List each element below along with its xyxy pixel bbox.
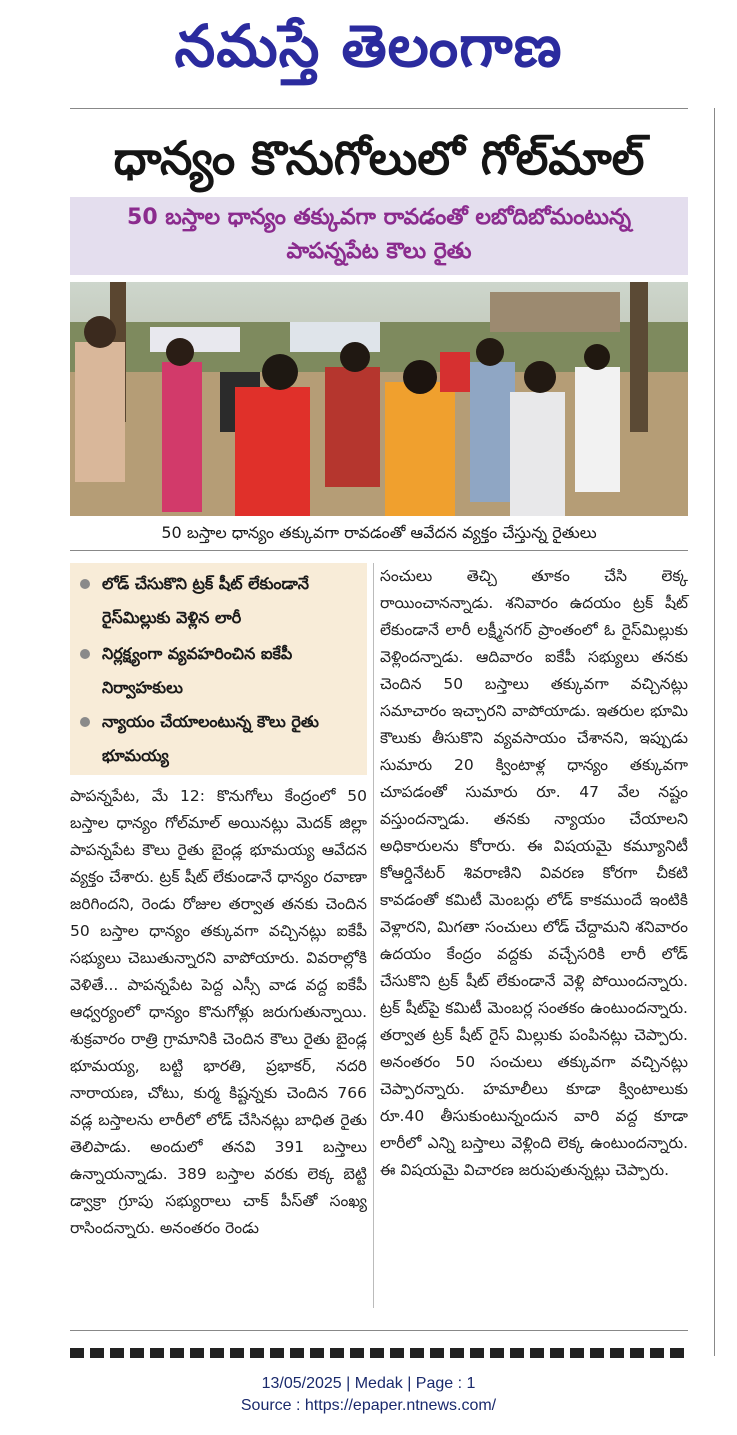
top-rule [70,108,688,109]
article-body-right-column: సంచులు తెచ్చి తూకం చేసి లెక్క రాయించానన్నాడు. శనివారం ఉదయం ట్రక్ షీట్ లేకుండానే లారీ లక్ష్మీనగర్ ప్రాంతంలో ఓ రైస్‌మిల్లుకు వెళ్లిందన్నాడు. ఆదివారం ఐకేపీ సభ్యులు తనకు చెందిన 50 బస్తాలు తక్కువగా వచ్చినట్లు సమాచారం ఇచ్చారని వాపోయాడు. ఇతరుల భూమి కౌలుకు తీసుకొని వ్యవసాయం చేశానని, ఇప్పుడు సుమారు 20 క్వింటాళ్ల ధాన్యం తక్కువగా చూపడంతో సుమారు రూ. 47 వేల నష్టం వస్తుందన్నాడు. తనకు న్యాయం చేయాలని అధికారులను కోరారు. ఈ విషయమై కమ్యూనిటీ కోఆర్డినేటర్ శివరాణిని వివరణ కోరగా చీకటి కావడంతో కమిటీ మెంబర్లు లోడ్ కాకముందే ఇంటికి వెళ్లారని, మిగతా సంచులు లోడ్ చేద్దామని శనివారం ఉదయం కేంద్రం వద్దకు వచ్చేసరికి లారీ లోడ్ చేసుకొని ట్రక్ షీట్ లేకుండానే వెళ్లి పోయిందన్నారు. ట్రక్ షీట్‌పై కమిటీ మెంబర్ల సంతకం ఉంటుందన్నారు. తర్వాత ట్రక్ షీట్ రైస్ మిల్లుకు పంపినట్లు చెప్పారు. అనంతరం 50 సంచులు తక్కువగా వచ్చినట్లు చెప్పారన్నారు. హమాలీలు కూడా క్వింటాలుకు రూ.40 తీసుకుంటున్నందున వారి వద్ద కూడా లారీలో ఎన్ని బస్తాలు వెళ్లింది లెక్క ఉంటుందన్నారు. ఈ విషయమై విచారణ జరుపుతున్నట్లు చెప్పారు. [380,567,688,1179]
column-divider [373,563,374,1308]
news-photo [70,282,688,516]
article-headline: ధాన్యం కొనుగోలులో గోల్‌మాల్ [113,131,645,185]
photo-illustration [70,282,688,516]
photo-caption: 50 బస్తాల ధాన్యం తక్కువగా రావడంతో ఆవేదన వ్యక్తం చేస్తున్న రైతులు [161,523,597,542]
right-margin-rule [714,108,715,1356]
highlight-item [82,567,357,635]
newspaper-masthead: నమస్తే తెలంగాణ [174,12,563,80]
footer-date-edition: 13/05/2025 | Medak | Page : 1 [261,1375,476,1392]
highlight-item [82,637,357,705]
truncated-next-headline [70,1348,688,1358]
article-body-left-column: పాపన్నపేట, మే 12: కొనుగోలు కేంద్రంలో 50 బస్తాల ధాన్యం గోల్‌మాల్ అయినట్లు మెదక్ జిల్లా పాపన్నపేట కౌలు రైతు బైండ్ల భూమయ్య ఆవేదన వ్యక్తం చేశారు. ట్రక్ షీట్ లేకుండానే ధాన్యం రవాణా జరిగిందని, రెండు రోజుల తర్వాత తనకు చెందిన 50 బస్తాల ధాన్యం తక్కువగా వచ్చినట్లు ఐకేపీ సభ్యులు చెబుతున్నారని వాపోయారు. వివరాల్లోకి వెళితే... పాపన్నపేట పెద్ద ఎస్సీ వాడ వద్ద ఐకేపీ ఆధ్వర్యంలో ధాన్యం కొనుగోళ్లు జరుగుతున్నాయి. శుక్రవారం రాత్రి గ్రామానికి చెందిన కౌలు రైతు బైండ్ల భూమయ్య, బట్టి భారతి, ప్రభాకర్, నదరి నారాయణ, చోటు, కుర్మ కిష్టన్నకు చెందిన 766 వడ్ల బస్తాలను లారీలో లోడ్ చేసినట్లు బాధిత రైతు తెలిపాడు. అందులో తనవి 391 బస్తాలు ఉన్నాయన్నాడు. 389 బస్తాల వరకు లెక్క బెట్టి డ్వాక్రా గ్రూపు సభ్యురాలు చాక్ పీస్‌తో సంఖ్య రాసిందన్నారు. అనంతరం రెండు [70,787,367,1237]
highlights-box [70,563,367,775]
highlight-text: నిర్లక్ష్యంగా వ్యవహరించిన ఐకేపీ నిర్వాహకులు [102,644,293,697]
bullet-icon [80,649,90,659]
footer-source-link[interactable]: Source : https://epaper.ntnews.com/ [240,1397,497,1414]
highlight-item [82,705,357,773]
bottom-rule [70,1330,688,1331]
subtitle-line-1: 50 బస్తాల ధాన్యం తక్కువగా రావడంతో లబోదిబోమంటున్న [127,205,631,230]
bullet-icon [80,579,90,589]
highlight-text: న్యాయం చేయాలంటున్న కౌలు రైతు భూమయ్య [102,712,319,765]
highlight-text: లోడ్ చేసుకొని ట్రక్ షీట్ లేకుండానే రైస్‌మిల్లుకు వెళ్లిన లారీ [102,574,310,627]
caption-rule [70,550,688,551]
article-subtitle [70,201,688,269]
bullet-icon [80,717,90,727]
subtitle-line-2: పాపన్నపేట కౌలు రైతు [286,239,472,264]
